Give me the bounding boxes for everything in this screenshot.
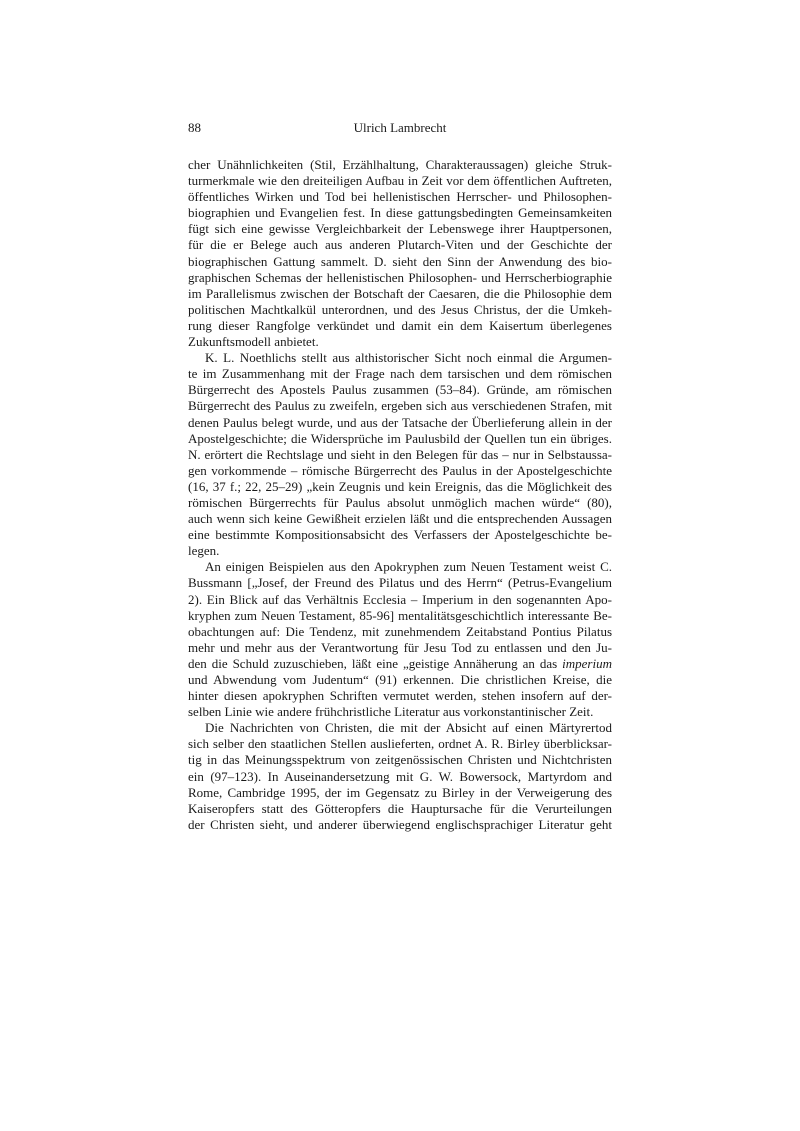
- text-line: der Christen sieht, und anderer überwiegend englischsprachiger Literatur geht: [188, 816, 612, 832]
- paragraph: [188, 350, 612, 559]
- text-line: biographischen Gattung sammelt. D. sieht den Sinn der Anwendung des bio-: [188, 253, 612, 269]
- text-line: eine bestimmte Kompositionsabsicht des Verfassers der Apostelgeschichte be-: [188, 527, 612, 543]
- text-line: ein (97–123). In Auseinandersetzung mit G. W. Bowersock, Martyrdom and: [188, 768, 612, 784]
- text-line: Kaiseropfers statt des Götteropfers die Hauptursache für die Verurteilungen: [188, 800, 612, 816]
- text-line: graphischen Schemas der hellenistischen Philosophen- und Herrscherbiographie: [188, 269, 612, 285]
- text-line: Bürgerrecht des Paulus zu zweifeln, ergeben sich aus verschiedenen Strafen, mit: [188, 398, 612, 414]
- paragraph: [188, 559, 612, 720]
- text-line: K. L. Noethlichs stellt aus althistorischer Sicht noch einmal die Argumen-: [205, 350, 612, 366]
- text-line: römischen Bürgerrechts für Paulus absolut unmöglich machen würde“ (80),: [188, 494, 612, 510]
- text-line: te im Zusammenhang mit der Frage nach dem tarsischen und dem römischen: [188, 366, 612, 382]
- text-line: [188, 656, 612, 672]
- body-text: [188, 157, 612, 833]
- text-line: legen.: [188, 543, 220, 559]
- text-line: sich selber den staatlichen Stellen auslieferten, ordnet A. R. Birley überblicksar-: [188, 736, 612, 752]
- running-title: Ulrich Lambrecht: [353, 120, 447, 135]
- text-line: rung dieser Rangfolge verkündet und damit ein dem Kaisertum überlegenes: [188, 317, 612, 333]
- text-line: für die er Belege auch aus anderen Plutarch-Viten und der Geschichte der: [188, 237, 612, 253]
- text-line: Bürgerrecht des Apostels Paulus zusammen (53–84). Gründe, am römischen: [188, 382, 612, 398]
- text-line: biographien und Evangelien fest. In diese gattungsbedingten Gemeinsamkeiten: [188, 205, 612, 221]
- text-line: obachtungen auf: Die Tendenz, mit zunehmendem Zeitabstand Pontius Pilatus: [188, 623, 612, 639]
- text-line: selben Linie wie andere frühchristliche Literatur aus vorkonstantinischer Zeit.: [188, 704, 594, 720]
- text-line: Rome, Cambridge 1995, der im Gegensatz zu Birley in der Verweigerung des: [188, 784, 612, 800]
- text-line: im Parallelismus zwischen der Botschaft der Caesaren, die die Philosophie dem: [188, 285, 612, 301]
- text-line: Bussmann [„Josef, der Freund des Pilatus und des Herrn“ (Petrus-Evangelium: [188, 575, 612, 591]
- text-line: hinter diesen apokryphen Schriften vermutet werden, stehen insofern auf der-: [188, 688, 612, 704]
- text-line: auch wenn sich keine Gewißheit erzielen läßt und die entsprechenden Aussagen: [188, 511, 612, 527]
- text-line: N. erörtert die Rechtslage und sieht in den Belegen für das – nur in Selbstaussa-: [188, 446, 612, 462]
- text-line: An einigen Beispielen aus den Apokryphen zum Neuen Testament weist C.: [205, 559, 612, 575]
- text-line: und Abwendung vom Judentum“ (91) erkennen. Die christlichen Kreise, die: [188, 672, 612, 687]
- text-line: gen vorkommende – römische Bürgerrecht des Paulus in der Apostelgeschichte: [188, 462, 612, 478]
- page-number: 88: [188, 120, 201, 135]
- italic-term: imperium: [562, 655, 612, 671]
- text-line: 2). Ein Blick auf das Verhältnis Ecclesia – Imperium in den sogenannten Apo-: [188, 591, 612, 607]
- text-segment: den die Schuld zuzuschieben, läßt eine „geistige Annäherung an das: [188, 655, 563, 671]
- text-line: (16, 37 f.; 22, 25–29) „kein Zeugnis und kein Ereignis, das die Möglichkeit des: [188, 478, 612, 494]
- text-line: Die Nachrichten von Christen, die mit der Absicht auf einen Märtyrertod: [205, 720, 612, 736]
- text-line: politischen Machtkalkül unterordnen, und des Jesus Christus, der die Umkeh-: [188, 301, 612, 317]
- paragraph: [188, 157, 612, 350]
- running-header: [188, 120, 612, 138]
- text-line: fügt sich eine gewisse Vergleichbarkeit der Lebenswege ihrer Hauptpersonen,: [188, 221, 612, 237]
- text-line: cher Unähnlichkeiten (Stil, Erzählhaltung, Charakteraussagen) gleiche Struk-: [188, 157, 612, 172]
- text-line: tig in das Meinungsspektrum von zeitgenössischen Christen und Nichtchristen: [188, 752, 612, 768]
- text-line: turmerkmale wie den dreiteiligen Aufbau in Zeit vor dem öffentlichen Auftreten,: [188, 173, 612, 189]
- text-line: denen Paulus belegt wurde, und aus der Tatsache der Überlieferung allein in der: [188, 414, 612, 430]
- text-line: Zukunftsmodell anbietet.: [188, 334, 319, 350]
- text-line: mehr und mehr aus der Verantwortung für Jesu Tod zu entlassen und den Ju-: [188, 639, 612, 655]
- text-line: öffentliches Wirken und Tod bei hellenistischen Herrscher- und Philosophen-: [188, 189, 612, 205]
- text-line: Apostelgeschichte; die Widersprüche im Paulusbild der Quellen tun ein übriges.: [188, 430, 612, 446]
- paragraph: [188, 720, 612, 833]
- text-line: kryphen zum Neuen Testament, 85-96] mentalitätsgeschichtlich interessante Be-: [188, 607, 612, 623]
